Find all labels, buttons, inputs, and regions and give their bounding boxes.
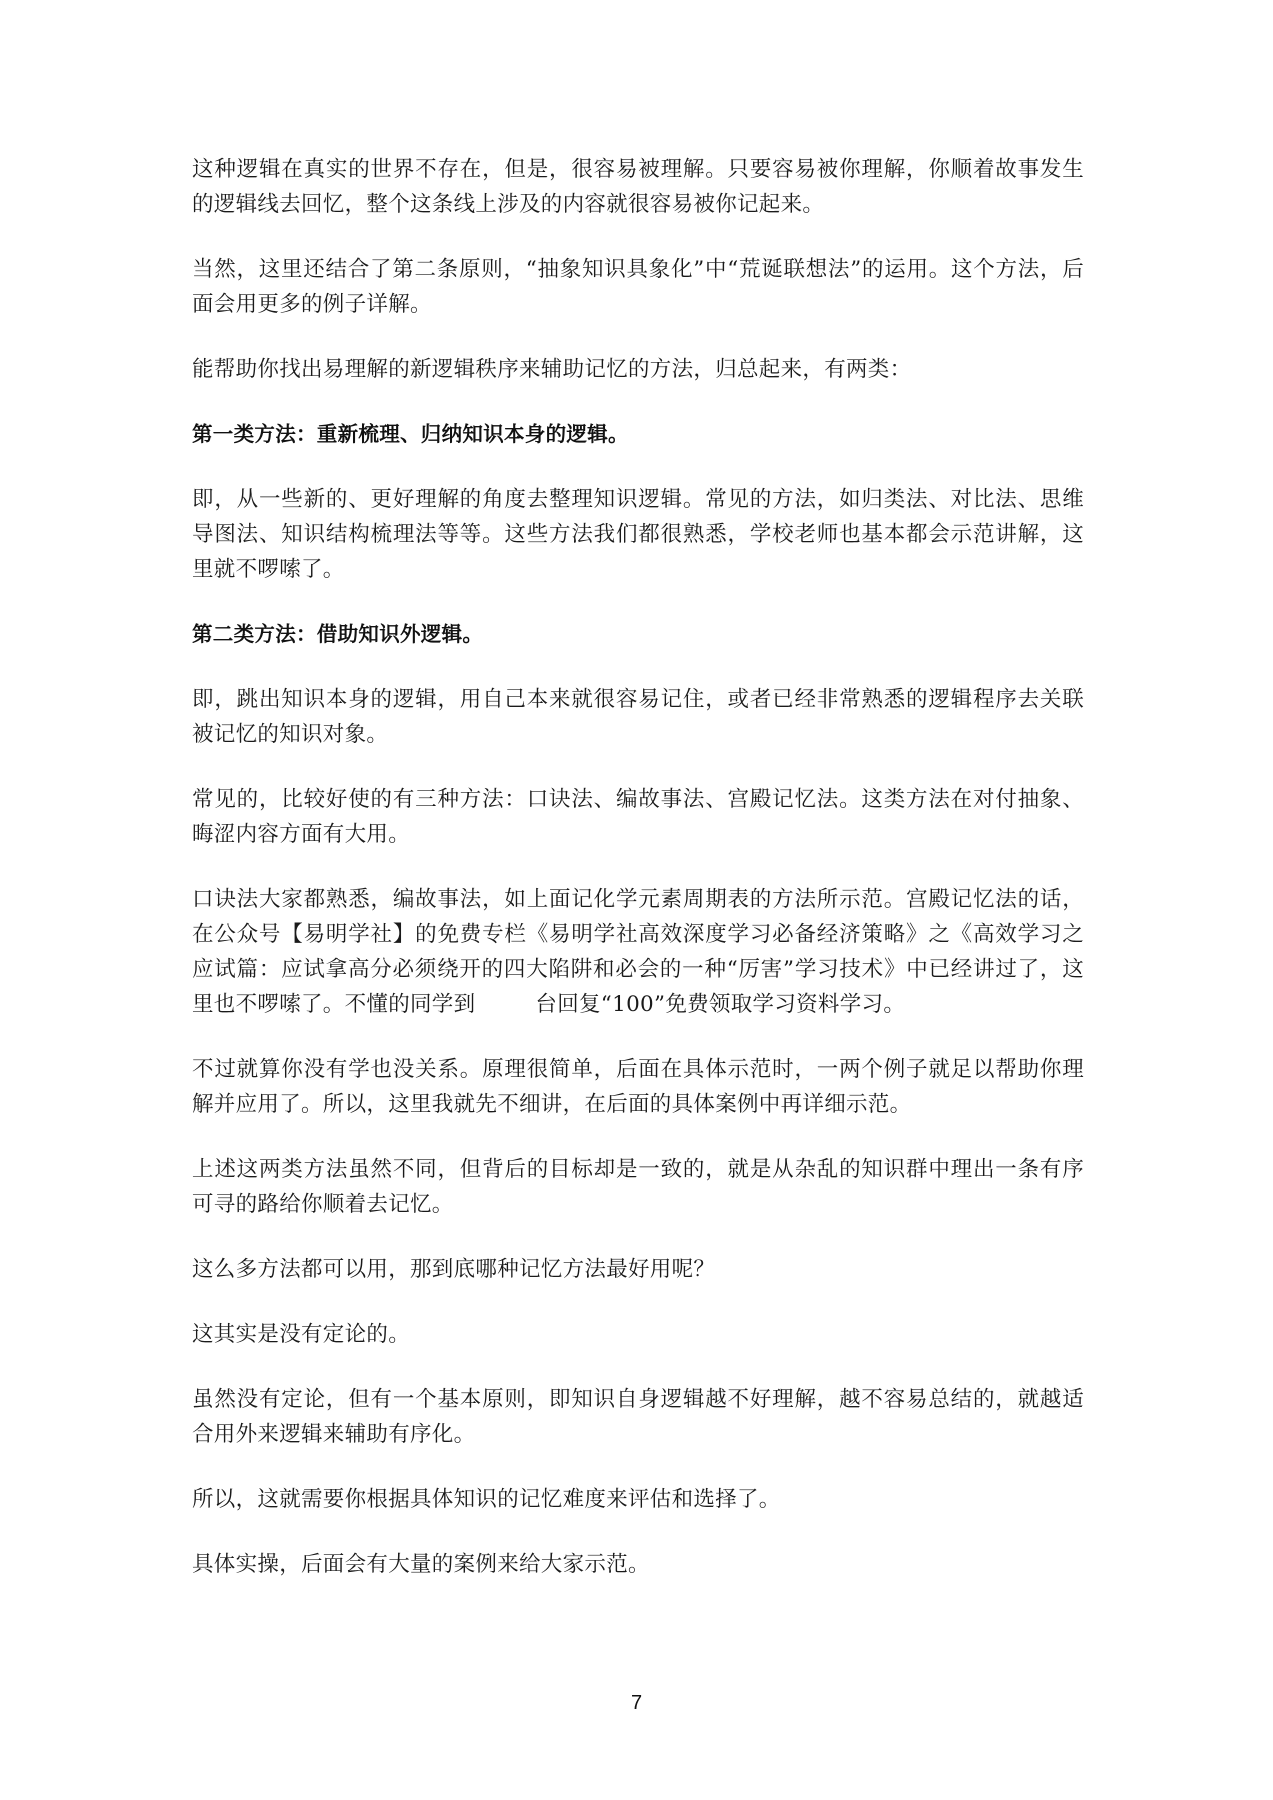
paragraph-14: 具体实操，后面会有大量的案例来给大家示范。 [192,1552,650,1577]
paragraph-4: 即，从一些新的、更好理解的角度去整理知识逻辑。常见的方法，如归类法、对比法、思维导图法、知识结构梳理法等等。这些方法我们都很熟悉，学校老师也基本都会示范讲解，这里就不啰嗦了。 [192,487,1084,582]
paragraph-7-text: 口诀法大家都熟悉，编故事法，如上面记化学元素周期表的方法所示范。宫殿记忆法的话，在公众号【易明学社】的免费专栏《易明学社高效深度学习必备经济策略》之《高效学习之应试篇：应试拿高分必须绕开的四大陷阱和必会的一种“厉害”学习技术》中已经讲过了，这里也不啰嗦了。不懂的同学到 [192,887,1084,1017]
paragraph-12: 虽然没有定论，但有一个基本原则，即知识自身逻辑越不好理解，越不容易总结的，就越适合用外来逻辑来辅助有序化。 [192,1387,1084,1447]
page-number: 7 [630,1692,643,1714]
paragraph-9: 上述这两类方法虽然不同，但背后的目标却是一致的，就是从杂乱的知识群中理出一条有序可寻的路给你顺着去记忆。 [192,1157,1084,1217]
paragraph-8: 不过就算你没有学也没关系。原理很简单，后面在具体示范时，一两个例子就足以帮助你理解并应用了。所以，这里我就先不细讲，在后面的具体案例中再详细示范。 [192,1057,1084,1117]
paragraph-6: 常见的，比较好使的有三种方法：口诀法、编故事法、宫殿记忆法。这类方法在对付抽象、晦涩内容方面有大用。 [192,787,1084,847]
paragraph-7-tail: 台回复“100”免费领取学习资料学习。 [535,992,906,1017]
paragraph-5: 即，跳出知识本身的逻辑，用自己本来就很容易记住，或者已经非常熟悉的逻辑程序去关联被记忆的知识对象。 [192,687,1084,747]
paragraph-7 [192,882,1084,1022]
paragraph-1: 这种逻辑在真实的世界不存在，但是，很容易被理解。只要容易被你理解，你顺着故事发生的逻辑线去回忆，整个这条线上涉及的内容就很容易被你记起来。 [192,157,1084,217]
paragraph-10: 这么多方法都可以用，那到底哪种记忆方法最好用呢？ [192,1257,716,1282]
paragraph-3: 能帮助你找出易理解的新逻辑秩序来辅助记忆的方法，归总起来，有两类： [192,357,912,382]
paragraph-13: 所以，这就需要你根据具体知识的记忆难度来评估和选择了。 [192,1487,781,1512]
section-heading-method-2: 第二类方法：借助知识外逻辑。 [192,622,484,646]
document-body [192,152,1084,1612]
paragraph-11: 这其实是没有定论的。 [192,1322,411,1347]
paragraph-2: 当然，这里还结合了第二条原则，“抽象知识具象化”中“荒诞联想法”的运用。这个方法，后面会用更多的例子详解。 [192,257,1084,317]
section-heading-method-1: 第一类方法：重新梳理、归纳知识本身的逻辑。 [192,422,629,446]
